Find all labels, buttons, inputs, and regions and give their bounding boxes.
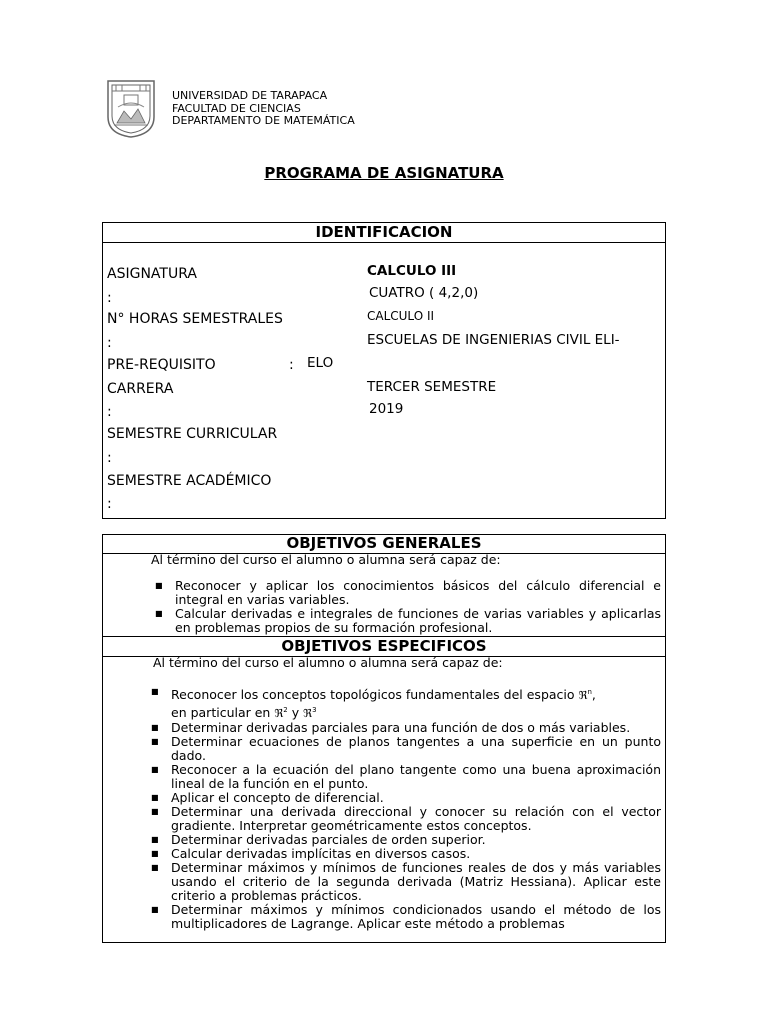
semestre-academico-value: 2019 xyxy=(369,401,404,417)
colon: : xyxy=(107,450,112,466)
document-title: PROGRAMA DE ASIGNATURA xyxy=(264,164,504,182)
bullet-icon: ■ xyxy=(151,835,159,845)
carrera-label: CARRERA xyxy=(107,381,174,397)
university-name: UNIVERSIDAD DE TARAPACA xyxy=(172,89,328,102)
asignatura-label: ASIGNATURA xyxy=(107,266,197,282)
institution-header xyxy=(172,90,355,128)
colon: : xyxy=(289,357,294,373)
colon: : xyxy=(107,290,112,306)
objetivos-generales-list xyxy=(149,579,661,635)
objetivos-especificos-list xyxy=(145,685,661,931)
list-item: ■ Aplicar el concepto de diferencial. xyxy=(151,790,384,806)
carrera-value: ESCUELAS DE INGENIERIAS CIVIL ELI- xyxy=(367,332,620,348)
prerequisito-label: PRE-REQUISITO xyxy=(107,357,216,373)
list-item: ■ Calcular derivadas implícitas en diversos casos. xyxy=(151,846,471,862)
identificacion-heading: IDENTIFICACION xyxy=(103,223,665,243)
bullet-icon: ■ xyxy=(151,687,159,696)
bullet-icon: ■ xyxy=(151,807,159,817)
list-item: ■ Reconocer los conceptos topológicos fundamentales del espacio ℜ$^n$, en particular en ℜ$^2$ y ℜ$^3$ xyxy=(151,687,596,721)
objetivos-section xyxy=(102,534,666,943)
department-name: DEPARTAMENTO DE MATEMÁTICA xyxy=(172,114,355,127)
asignatura-value: CALCULO III xyxy=(367,263,457,279)
bullet-icon: ■ xyxy=(155,581,163,590)
horas-label: N° HORAS SEMESTRALES xyxy=(107,311,283,327)
semestre-academico-label: SEMESTRE ACADÉMICO xyxy=(107,473,272,489)
list-item: ■ Determinar derivadas parciales de orden superior. xyxy=(151,832,486,848)
objetivos-especificos-heading: OBJETIVOS ESPECIFICOS xyxy=(103,636,665,657)
bullet-icon: ■ xyxy=(151,723,159,733)
prerequisito-value: CALCULO II xyxy=(367,309,435,323)
colon: : xyxy=(107,404,112,420)
bullet-icon: ■ xyxy=(151,737,159,747)
bullet-icon: ■ xyxy=(151,793,159,803)
semestre-curricular-label: SEMESTRE CURRICULAR xyxy=(107,426,278,442)
list-item: ■ Calcular derivadas e integrales de funciones de varias variables y aplicarlas en problemas propios de su formación profesional. xyxy=(155,606,661,635)
identificacion-section xyxy=(102,222,666,519)
objetivos-generales-heading: OBJETIVOS GENERALES xyxy=(103,535,665,554)
faculty-name: FACULTAD DE CIENCIAS xyxy=(172,101,301,115)
university-seal-logo xyxy=(106,79,156,139)
list-item: ■ Determinar derivadas parciales para una función de dos o más variables. xyxy=(151,720,631,736)
list-item: ■ Reconocer y aplicar los conocimientos básicos del cálculo diferencial e integral en varias variables. xyxy=(155,578,661,607)
bullet-icon: ■ xyxy=(151,849,159,859)
semestre-curricular-value: TERCER SEMESTRE xyxy=(367,379,497,395)
list-item: ■ Determinar ecuaciones de planos tangentes a una superficie en un punto dado. xyxy=(151,734,661,764)
list-item: ■ Determinar máximos y mínimos condicionados usando el método de los multiplicadores de Lagrange. Aplicar este método a problemas xyxy=(151,902,661,932)
list-item: ■ Determinar una derivada direccional y conocer su relación con el vector gradiente. Interpretar geométricamente estos conceptos. xyxy=(151,804,661,834)
real-numbers-symbol: ℜ xyxy=(578,689,588,703)
carrera-value-continued: ELO xyxy=(307,355,334,371)
objetivos-especificos-intro: Al término del curso el alumno o alumna será capaz de: xyxy=(153,655,503,670)
bullet-icon: ■ xyxy=(151,765,159,775)
colon: : xyxy=(107,335,112,351)
horas-value: CUATRO ( 4,2,0) xyxy=(369,285,479,301)
objetivos-generales-intro: Al término del curso el alumno o alumna será capaz de: xyxy=(151,552,501,567)
colon: : xyxy=(107,496,112,512)
bullet-icon: ■ xyxy=(151,905,159,915)
bullet-icon: ■ xyxy=(151,863,159,873)
list-item: ■ Determinar máximos y mínimos de funciones reales de dos y más variables usando el criterio de la segunda derivada (Matriz Hessiana). Aplicar este criterio a problemas prácticos. xyxy=(151,860,661,904)
bullet-icon: ■ xyxy=(155,609,163,618)
list-item: ■ Reconocer a la ecuación del plano tangente como una buena aproximación lineal de la función en el punto. xyxy=(151,762,661,792)
